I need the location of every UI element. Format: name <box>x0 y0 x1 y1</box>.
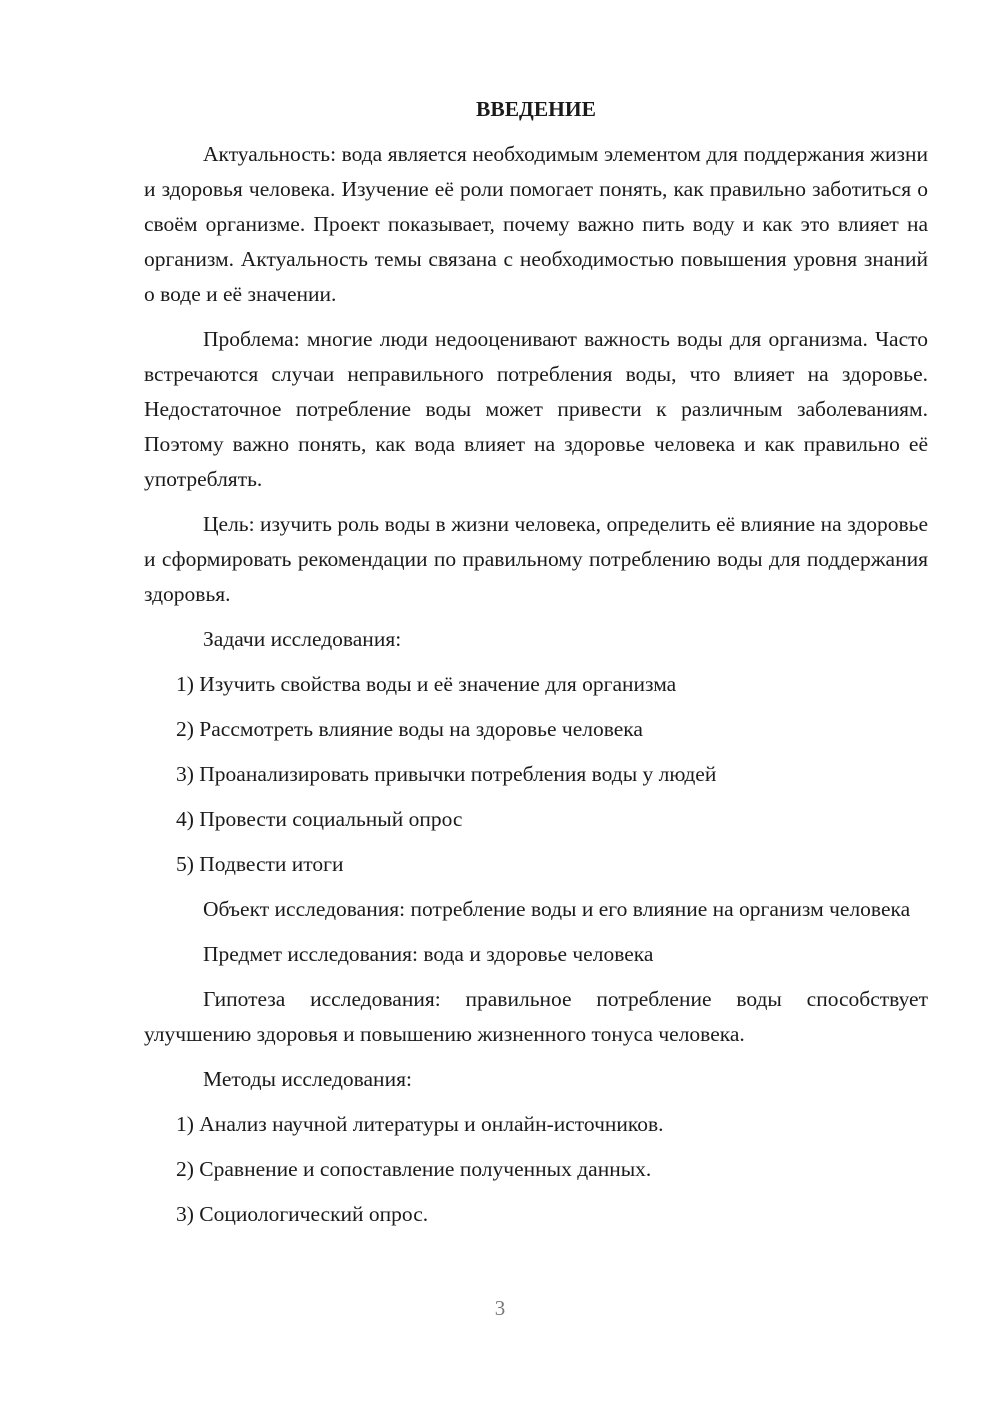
methods-list <box>144 1107 928 1232</box>
list-item: 2) Рассмотреть влияние воды на здоровье человека <box>176 717 643 741</box>
subject-paragraph: Предмет исследования: вода и здоровье человека <box>203 942 654 966</box>
hypothesis-paragraph: Гипотеза исследования: правильное потребление воды способствует улучшению здоровья и повышению жизненного тонуса человека. <box>144 987 928 1046</box>
goal-paragraph: Цель: изучить роль воды в жизни человека, определить её влияние на здоровье и сформировать рекомендации по правильному потреблению воды для поддержания здоровья. <box>144 512 928 606</box>
list-item: 3) Социологический опрос. <box>176 1202 429 1226</box>
list-item: 3) Проанализировать привычки потребления воды у людей <box>176 762 717 786</box>
relevance-paragraph: Актуальность: вода является необходимым элементом для поддержания жизни и здоровья человека. Изучение её роли помогает понять, как правильно заботиться о своём организме. Проект показывает, почему важно пить воду и как это влияет на организм. Актуальность темы связана с необходимостью повышения уровня знаний о воде и её значении. <box>144 142 928 306</box>
list-item: 1) Изучить свойства воды и её значение для организма <box>176 672 677 696</box>
tasks-heading: Задачи исследования: <box>203 627 402 651</box>
object-paragraph: Объект исследования: потребление воды и его влияние на организм человека <box>203 897 911 921</box>
list-item: 1) Анализ научной литературы и онлайн-источников. <box>176 1112 664 1136</box>
list-item: 4) Провести социальный опрос <box>176 807 463 831</box>
page-title: ВВЕДЕНИЕ <box>476 97 596 121</box>
problem-paragraph: Проблема: многие люди недооценивают важность воды для организма. Часто встречаются случаи неправильного потребления воды, что влияет на здоровье. Недостаточное потребление воды может привести к различным заболеваниям. Поэтому важно понять, как вода влияет на здоровье человека и как правильно её употреблять. <box>144 327 928 491</box>
page-number: 3 <box>494 1296 506 1320</box>
methods-heading: Методы исследования: <box>203 1067 412 1091</box>
list-item: 5) Подвести итоги <box>176 852 344 876</box>
list-item: 2) Сравнение и сопоставление полученных данных. <box>176 1157 652 1181</box>
document-page <box>144 92 928 1242</box>
tasks-list <box>144 667 928 882</box>
